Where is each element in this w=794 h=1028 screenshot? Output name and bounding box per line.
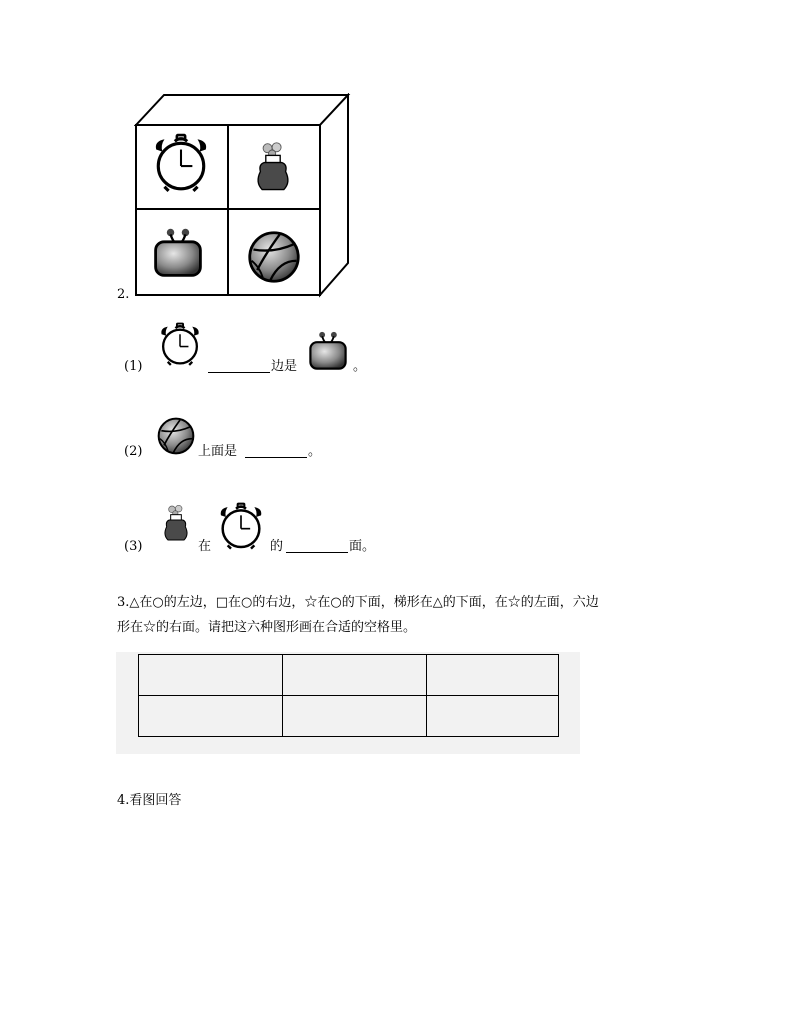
q4-title: 4.看图回答: [117, 793, 182, 808]
q2-item2-end: 。: [308, 444, 322, 459]
q2-item1-label: (1): [124, 359, 143, 374]
vase-icon: [156, 496, 196, 552]
grid-cell[interactable]: [139, 655, 283, 696]
q2-item1-blank[interactable]: [208, 358, 270, 373]
grid-cell[interactable]: [283, 696, 427, 737]
cabinet-figure: [134, 93, 356, 299]
q3-text-line2: 形在☆的右面。请把这六种图形画在合适的空格里。: [117, 620, 417, 635]
grid-cell[interactable]: [283, 655, 427, 696]
q2-item1-text: 边是: [271, 359, 298, 374]
q2-item1-end: 。: [353, 359, 367, 374]
q2-item3-text-b: 的: [270, 539, 284, 554]
q2-item3-text-c: 面。: [349, 539, 376, 554]
basketball-icon: [156, 416, 196, 456]
q2-item3-blank[interactable]: [286, 538, 348, 553]
basketball-icon: [250, 233, 299, 282]
question-2-number: 2.: [117, 287, 130, 302]
grid-cell[interactable]: [427, 655, 559, 696]
q3-text-line1: 3.△在○的左边，□在○的右边，☆在○的下面，梯形在△的下面，在☆的左面，六边: [117, 595, 599, 610]
grid-cell[interactable]: [139, 696, 283, 737]
q3-answer-grid: [138, 654, 559, 737]
q2-item3-text-a: 在: [198, 539, 212, 554]
q2-item2-label: (2): [124, 444, 143, 459]
q2-item2-text: 上面是: [198, 444, 238, 459]
q2-item3-label: (3): [124, 539, 143, 554]
purse-icon: [306, 328, 350, 374]
q2-item2-blank[interactable]: [245, 443, 307, 458]
clock-icon: [216, 502, 266, 552]
clock-icon: [156, 322, 204, 368]
grid-cell[interactable]: [427, 696, 559, 737]
